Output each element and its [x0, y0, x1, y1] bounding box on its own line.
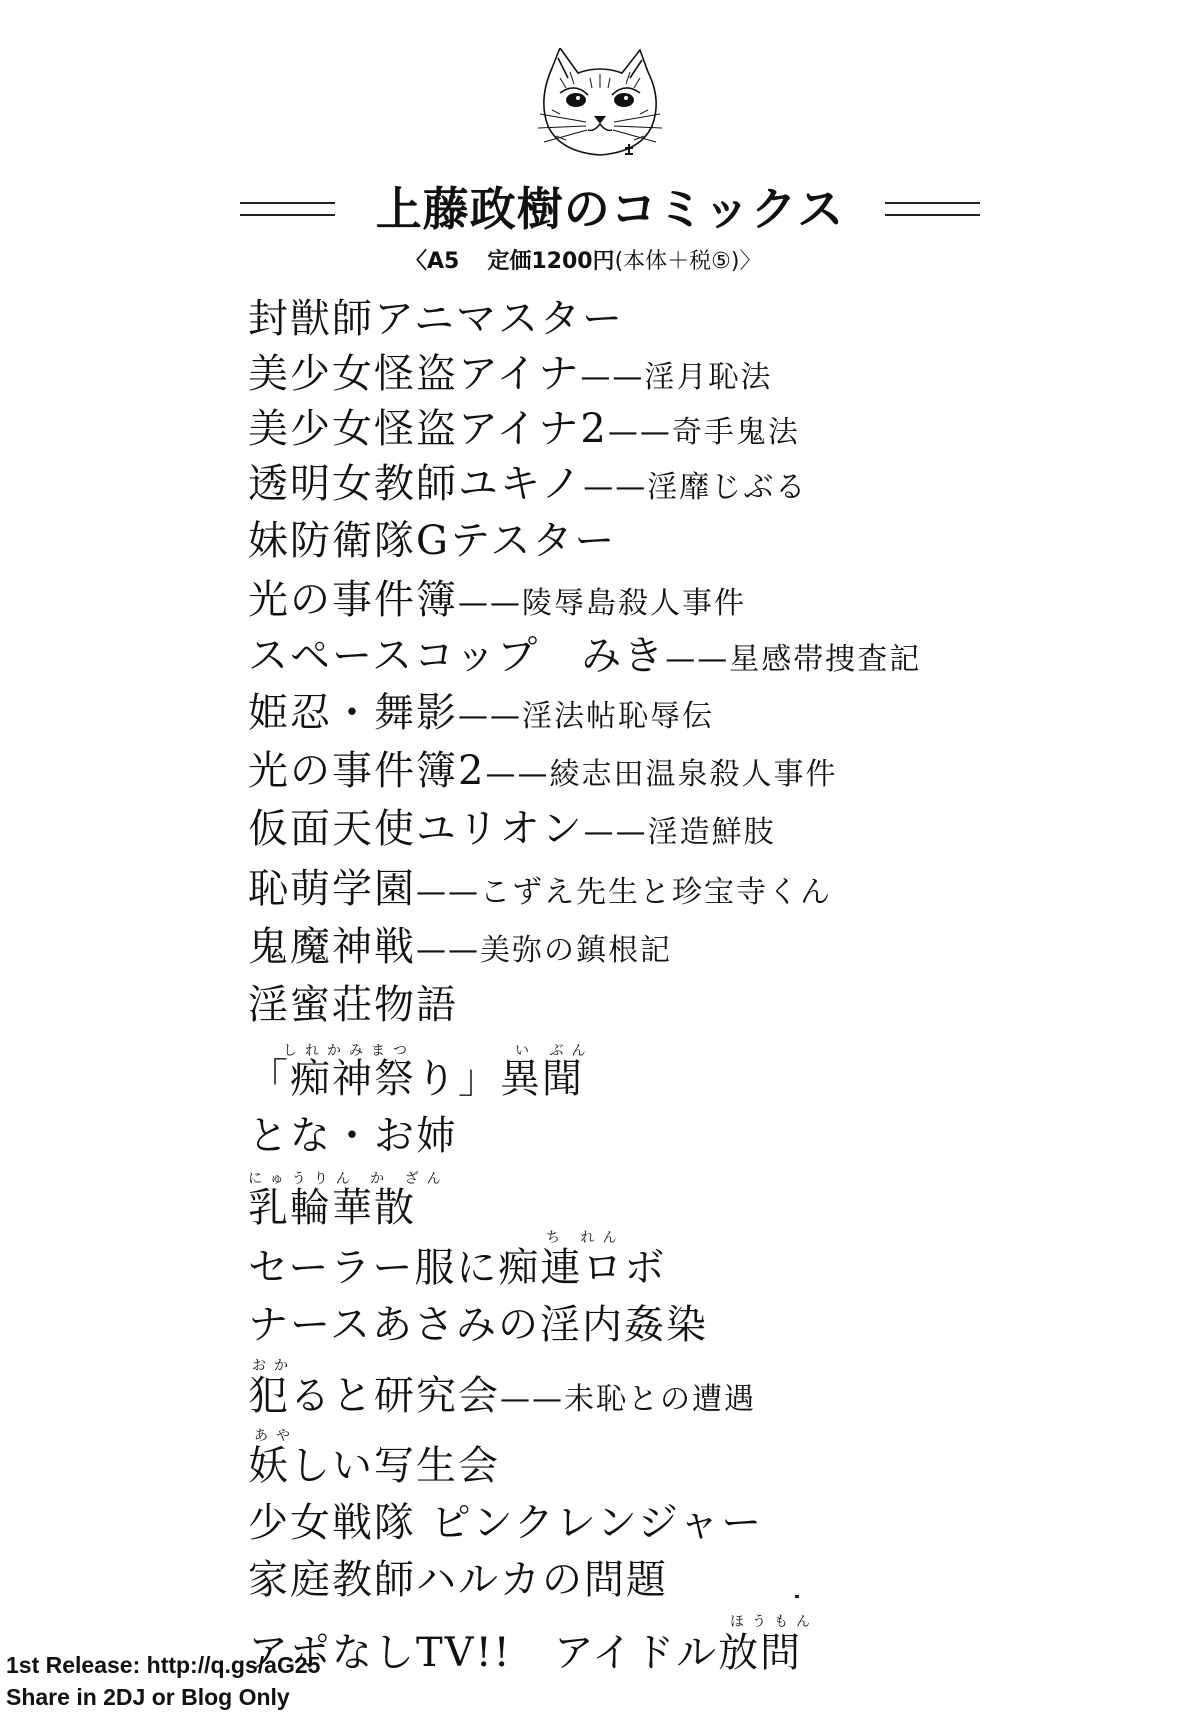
ruby-reading: ち れん — [546, 1230, 625, 1246]
book-subtitle: ——未恥との遭遇 — [500, 1382, 756, 1417]
list-item — [248, 1557, 668, 1603]
header — [240, 180, 980, 240]
book-subtitle: ——淫月恥法 — [580, 360, 773, 395]
list-item — [248, 577, 746, 623]
book-subtitle: ——陵辱島殺人事件 — [458, 586, 746, 621]
ruby-reading: しれかみまつ — [283, 1043, 415, 1059]
book-subtitle: ——淫法帖恥辱伝 — [458, 699, 714, 734]
book-subtitle: ——淫靡じぶる — [583, 470, 808, 505]
list-item — [248, 633, 921, 679]
list-item — [248, 1302, 708, 1348]
book-subtitle: ——こずえ先生と珍宝寺くん — [416, 875, 832, 910]
book-subtitle: ——奇手鬼法 — [607, 415, 800, 450]
book-title: 封獣師アニマスター — [248, 296, 624, 342]
release-note: 1st Release: http://q.gs/aG25 — [6, 1652, 321, 1678]
list-item — [248, 924, 672, 970]
list-item — [248, 1056, 584, 1102]
ruby-reading: あや — [254, 1428, 298, 1444]
book-subtitle: ——美弥の鎮根記 — [416, 933, 672, 968]
book-subtitle: ——星感帯捜査記 — [665, 642, 922, 677]
book-title: 淫蜜荘物語 — [248, 982, 458, 1028]
book-title: 少女戦隊 ピンクレンジャー — [248, 1500, 764, 1546]
list-item — [248, 1630, 802, 1676]
book-title: セーラー服に痴連ロボ — [248, 1245, 667, 1291]
list-item — [248, 351, 772, 397]
tax-label: (本体＋税⑤)〉 — [614, 249, 762, 274]
book-title: 光の事件簿2 — [248, 748, 486, 794]
list-item — [248, 518, 616, 564]
book-title: 美少女怪盗アイナ — [248, 351, 581, 397]
cat-logo-icon — [530, 48, 670, 173]
header-rule-right — [885, 202, 980, 216]
list-item — [248, 406, 800, 452]
ruby-reading: にゅうりん か ざん — [248, 1171, 449, 1187]
ruby-reading: ほうもん — [730, 1614, 818, 1630]
list-item — [248, 866, 832, 912]
book-title: 家庭教師ハルカの問題 — [248, 1557, 668, 1603]
list-item — [248, 1185, 416, 1231]
ruby-reading: おか — [252, 1358, 296, 1374]
format-price-line — [405, 244, 761, 275]
book-title: アポなしTV!! アイドル放問 — [248, 1630, 803, 1676]
book-title: 「痴神祭り」異聞 — [248, 1056, 584, 1102]
page-title: 上藤政樹のコミックス — [375, 182, 845, 236]
book-subtitle: ——淫造鮮肢 — [583, 815, 776, 850]
share-note: Share in 2DJ or Blog Only — [6, 1684, 290, 1710]
ruby-reading: い ぶん — [515, 1043, 594, 1059]
book-title: 姫忍・舞影 — [248, 690, 458, 736]
book-title: 妖しい写生会 — [248, 1443, 500, 1489]
book-title: 仮面天使ユリオン — [248, 806, 584, 852]
list-item — [248, 748, 837, 794]
list-item — [248, 1113, 458, 1159]
book-title: 妹防衛隊Gテスター — [248, 518, 617, 564]
book-title: 光の事件簿 — [248, 577, 458, 623]
book-title: 美少女怪盗アイナ2 — [248, 406, 608, 452]
list-item — [248, 982, 458, 1028]
book-title: 乳輪華散 — [248, 1185, 416, 1231]
price-label: 定価1200円 — [487, 249, 615, 274]
format-label: 〈A5 — [405, 249, 460, 274]
list-item — [248, 461, 807, 507]
book-subtitle: ——綾志田温泉殺人事件 — [485, 757, 838, 792]
stray-mark — [795, 1595, 799, 1598]
book-title: スペースコップ みき — [248, 633, 666, 679]
book-title: とな・お姉 — [248, 1113, 458, 1159]
book-title: ナースあさみの淫内姦染 — [248, 1302, 708, 1348]
list-item — [248, 806, 776, 852]
book-title: 鬼魔神戦 — [248, 924, 416, 970]
book-title: 犯ると研究会 — [248, 1373, 500, 1419]
list-item — [248, 296, 624, 342]
header-rule-left — [240, 202, 335, 216]
book-title: 透明女教師ユキノ — [248, 461, 584, 507]
book-title: 恥萌学園 — [248, 866, 416, 912]
list-item — [248, 1373, 756, 1419]
list-item — [248, 1443, 500, 1489]
list-item — [248, 1500, 763, 1546]
list-item — [248, 690, 714, 736]
list-item — [248, 1245, 666, 1291]
